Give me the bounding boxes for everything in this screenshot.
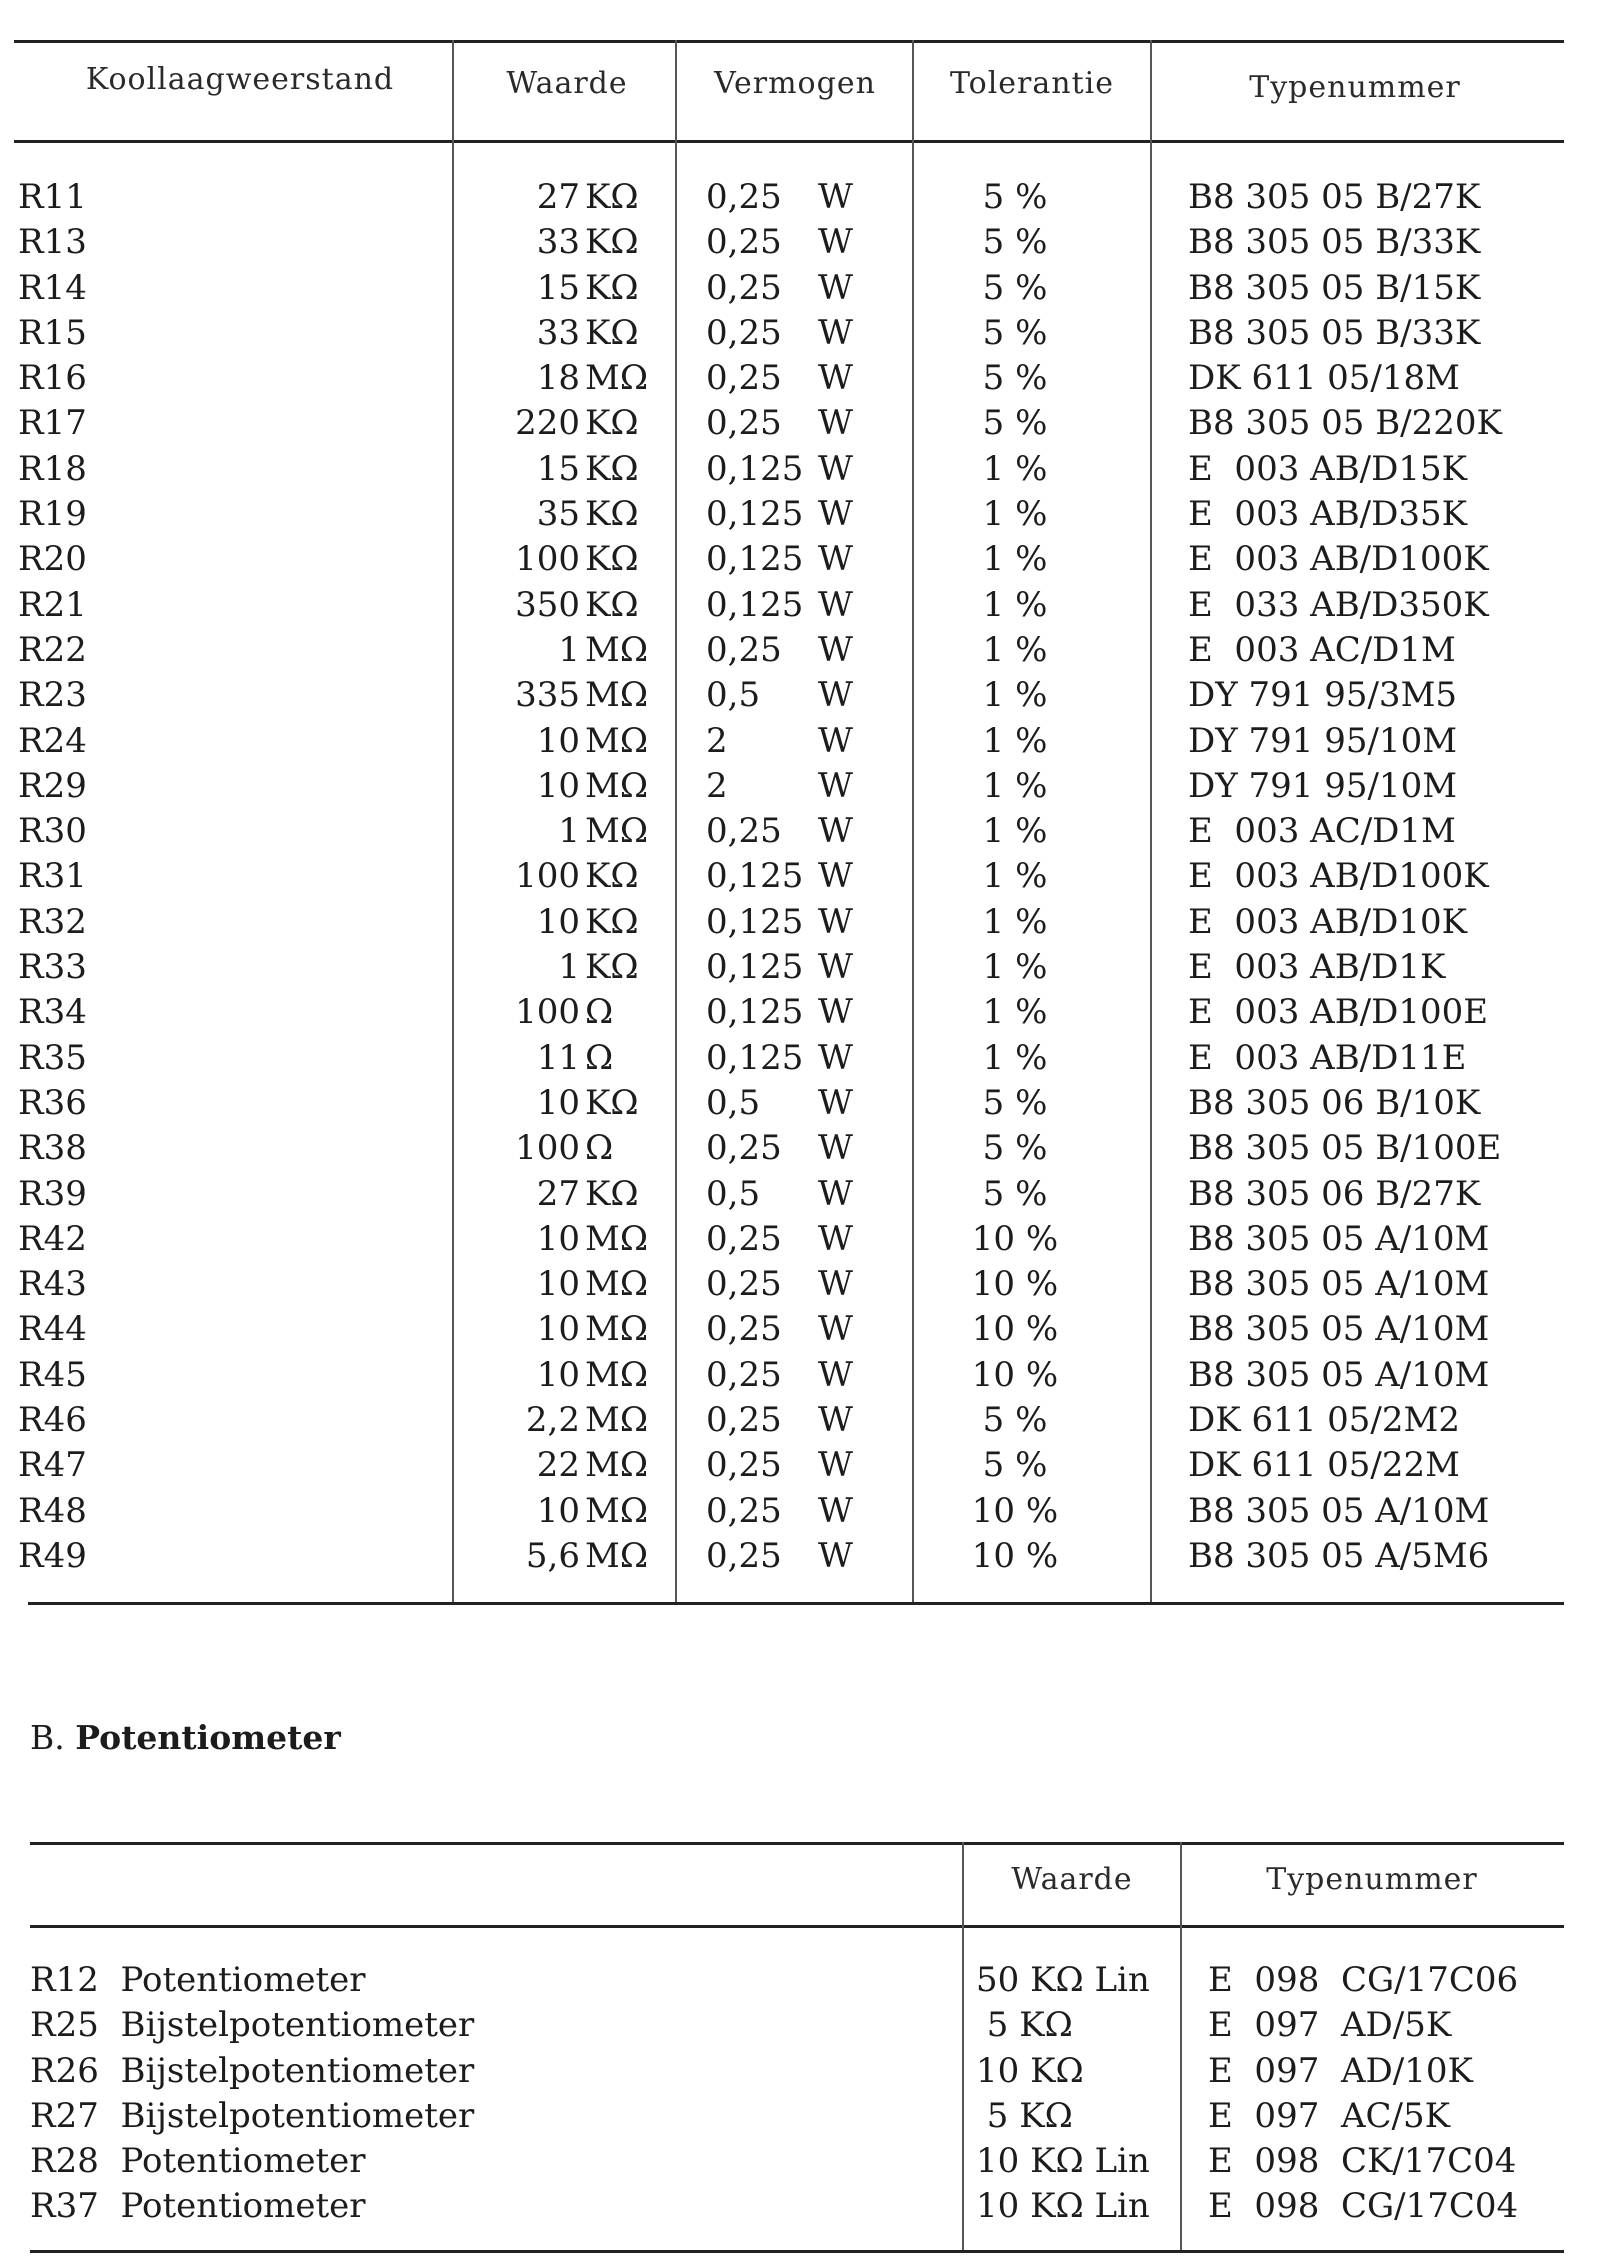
tolerance: 10 % [971, 1309, 1059, 1350]
potentiometer-value: 10 KΩ [976, 2050, 1084, 2091]
resistance-value: 100 [515, 1128, 580, 1169]
table-row [0, 719, 1600, 764]
resistor-id: R22 [18, 629, 87, 670]
resistance-value: 10 [536, 720, 580, 761]
resistance-unit: MΩ [585, 1309, 649, 1350]
resistance-unit: KΩ [585, 403, 639, 444]
resistance-unit: KΩ [585, 901, 639, 942]
type-number: E 098 CG/17C04 [1208, 2186, 1519, 2227]
type-number: DK 611 05/22M [1188, 1445, 1460, 1486]
table-row [0, 1958, 1600, 2003]
type-number: B8 305 05 B/220K [1188, 403, 1502, 444]
resistance-value: 33 [536, 312, 580, 353]
tolerance: 5 % [982, 1128, 1048, 1169]
resistance-value: 1 [558, 629, 580, 670]
power-value: 0,25 [706, 1309, 782, 1350]
resistor-id: R48 [18, 1490, 87, 1531]
power-unit: W [818, 1218, 853, 1259]
power-unit: W [818, 267, 853, 308]
type-number: B8 305 05 B/33K [1188, 312, 1481, 353]
power-value: 0,125 [706, 494, 804, 535]
resistance-value: 18 [536, 358, 580, 399]
resistance-unit: MΩ [585, 720, 649, 761]
resistance-value: 22 [536, 1445, 580, 1486]
resistor-id: R23 [18, 675, 87, 716]
resistance-unit: KΩ [585, 448, 639, 489]
resistor-id: R24 [18, 720, 87, 761]
resistor-id: R46 [18, 1400, 87, 1441]
resistance-unit: Ω [585, 1037, 614, 1078]
table-row [0, 1443, 1600, 1488]
tolerance: 1 % [982, 494, 1048, 535]
type-number: B8 305 05 A/10M [1188, 1490, 1490, 1531]
table-a-bottom-rule [28, 1602, 1564, 1605]
resistor-id: R19 [18, 494, 87, 535]
resistance-unit: MΩ [585, 675, 649, 716]
resistor-id: R35 [18, 1037, 87, 1078]
resistor-id: R29 [18, 765, 87, 806]
table-row [0, 1489, 1600, 1534]
table-b-header-waarde: Waarde [1011, 1862, 1133, 1897]
resistance-unit: KΩ [585, 856, 639, 897]
resistance-value: 15 [536, 448, 580, 489]
resistance-value: 15 [536, 267, 580, 308]
type-number: E 098 CK/17C04 [1208, 2141, 1517, 2182]
resistor-id: R47 [18, 1445, 87, 1486]
power-unit: W [818, 811, 853, 852]
resistor-id: R18 [18, 448, 87, 489]
potentiometer-name: R27 Bijstelpotentiometer [30, 2095, 475, 2136]
power-value: 0,125 [706, 947, 804, 988]
power-unit: W [818, 177, 853, 217]
tolerance: 1 % [982, 1037, 1048, 1078]
power-unit: W [818, 1173, 853, 1214]
type-number: E 097 AC/5K [1208, 2095, 1451, 2136]
table-row [0, 1036, 1600, 1081]
type-number: DY 791 95/10M [1188, 765, 1458, 806]
table-b-header-typenummer: Typenummer [1266, 1862, 1478, 1897]
table-row [0, 1353, 1600, 1398]
resistor-id: R16 [18, 358, 87, 399]
power-value: 0,125 [706, 1037, 804, 1078]
potentiometer-name: R25 Bijstelpotentiometer [30, 2005, 475, 2046]
table-row [0, 900, 1600, 945]
power-unit: W [818, 1037, 853, 1078]
resistance-unit: MΩ [585, 1490, 649, 1531]
power-value: 0,125 [706, 901, 804, 942]
resistance-unit: KΩ [585, 1082, 639, 1123]
power-unit: W [818, 1445, 853, 1486]
resistance-unit: KΩ [585, 312, 639, 353]
power-value: 2 [706, 720, 728, 761]
tolerance: 5 % [982, 1082, 1048, 1123]
power-value: 0,25 [706, 358, 782, 399]
tolerance: 1 % [982, 539, 1048, 580]
resistor-id: R38 [18, 1128, 87, 1169]
power-unit: W [818, 494, 853, 535]
table-row [0, 401, 1600, 446]
potentiometer-value: 10 KΩ Lin [976, 2141, 1150, 2182]
type-number: B8 305 05 B/27K [1188, 177, 1481, 217]
table-row [0, 583, 1600, 628]
tolerance: 1 % [982, 675, 1048, 716]
resistance-unit: MΩ [585, 358, 649, 399]
power-value: 0,125 [706, 539, 804, 580]
resistor-id: R34 [18, 992, 87, 1033]
type-number: E 097 AD/10K [1208, 2050, 1473, 2091]
resistance-value: 11 [536, 1037, 580, 1078]
table-row [0, 854, 1600, 899]
power-value: 0,25 [706, 1535, 782, 1576]
resistor-id: R43 [18, 1264, 87, 1305]
power-unit: W [818, 675, 853, 716]
table-row [0, 2094, 1600, 2139]
table-a-top-rule [14, 40, 1564, 43]
resistor-id: R31 [18, 856, 87, 897]
resistance-unit: MΩ [585, 1354, 649, 1395]
tolerance: 5 % [982, 312, 1048, 353]
table-b-header-rule [30, 1925, 1564, 1928]
table-b-top-rule [30, 1842, 1564, 1845]
resistance-unit: KΩ [585, 177, 639, 217]
table-row [0, 1081, 1600, 1126]
type-number: B8 305 05 B/100E [1188, 1128, 1502, 1169]
tolerance: 1 % [982, 856, 1048, 897]
tolerance: 5 % [982, 1400, 1048, 1441]
power-value: 0,125 [706, 448, 804, 489]
table-row [0, 1126, 1600, 1171]
table-row [0, 266, 1600, 311]
table-row [0, 1307, 1600, 1352]
resistor-id: R39 [18, 1173, 87, 1214]
tolerance: 10 % [971, 1218, 1059, 1259]
power-value: 0,125 [706, 992, 804, 1033]
resistance-unit: MΩ [585, 1445, 649, 1486]
type-number: DY 791 95/10M [1188, 720, 1458, 761]
table-row [0, 2049, 1600, 2094]
power-value: 0,25 [706, 1218, 782, 1259]
power-unit: W [818, 1535, 853, 1576]
resistor-id: R14 [18, 267, 87, 308]
tolerance: 10 % [971, 1490, 1059, 1531]
tolerance: 5 % [982, 267, 1048, 308]
type-number: E 003 AB/D100K [1188, 856, 1489, 897]
tolerance: 1 % [982, 992, 1048, 1033]
power-value: 0,25 [706, 1128, 782, 1169]
resistance-value: 35 [536, 494, 580, 535]
type-number: E 003 AC/D1M [1188, 629, 1456, 670]
table-row [0, 311, 1600, 356]
type-number: E 097 AD/5K [1208, 2005, 1452, 2046]
header-vermogen: Vermogen [714, 66, 876, 101]
resistor-id: R11 [18, 177, 87, 217]
type-number: E 033 AB/D350K [1188, 584, 1489, 625]
potentiometer-name: R12 Potentiometer [30, 1960, 366, 2000]
header-tolerantie: Tolerantie [949, 66, 1115, 101]
tolerance: 1 % [982, 448, 1048, 489]
potentiometer-name: R28 Potentiometer [30, 2141, 366, 2182]
table-a-body [0, 175, 1600, 1579]
resistance-unit: KΩ [585, 539, 639, 580]
type-number: E 003 AB/D11E [1188, 1037, 1467, 1078]
power-unit: W [818, 312, 853, 353]
resistance-value: 335 [515, 675, 580, 716]
type-number: E 003 AB/D10K [1188, 901, 1468, 942]
resistor-id: R21 [18, 584, 87, 625]
type-number: E 003 AB/D15K [1188, 448, 1468, 489]
tolerance: 10 % [971, 1264, 1059, 1305]
table-row [0, 220, 1600, 265]
power-value: 0,5 [706, 1082, 761, 1123]
power-value: 0,5 [706, 675, 761, 716]
tolerance: 5 % [982, 403, 1048, 444]
tolerance: 10 % [971, 1535, 1059, 1576]
table-row [0, 673, 1600, 718]
power-value: 0,125 [706, 584, 804, 625]
power-value: 0,25 [706, 1400, 782, 1441]
resistance-value: 100 [515, 992, 580, 1033]
type-number: E 098 CG/17C06 [1208, 1960, 1519, 2000]
power-unit: W [818, 992, 853, 1033]
resistance-unit: KΩ [585, 947, 639, 988]
type-number: B8 305 05 A/10M [1188, 1218, 1490, 1259]
table-row [0, 2003, 1600, 2048]
tolerance: 1 % [982, 947, 1048, 988]
type-number: B8 305 06 B/27K [1188, 1173, 1481, 1214]
resistor-id: R32 [18, 901, 87, 942]
power-value: 0,5 [706, 1173, 761, 1214]
table-b-bottom-rule [30, 2250, 1564, 2253]
resistor-id: R33 [18, 947, 87, 988]
section-b-title [30, 1718, 341, 1757]
table-row [0, 492, 1600, 537]
power-value: 2 [706, 765, 728, 806]
power-value: 0,25 [706, 1354, 782, 1395]
resistance-unit: KΩ [585, 267, 639, 308]
power-value: 0,125 [706, 856, 804, 897]
resistance-unit: KΩ [585, 1173, 639, 1214]
potentiometer-value: 5 KΩ [976, 2005, 1073, 2046]
tolerance: 1 % [982, 765, 1048, 806]
potentiometer-value: 5 KΩ [976, 2095, 1073, 2136]
type-number: DY 791 95/3M5 [1188, 675, 1458, 716]
table-row [0, 2184, 1600, 2229]
resistance-value: 220 [515, 403, 580, 444]
resistance-value: 100 [515, 539, 580, 580]
power-unit: W [818, 539, 853, 580]
potentiometer-value: 10 KΩ Lin [976, 2186, 1150, 2227]
power-unit: W [818, 947, 853, 988]
resistance-unit: KΩ [585, 584, 639, 625]
resistance-value: 10 [536, 1264, 580, 1305]
table-row [0, 1262, 1600, 1307]
resistance-value: 1 [558, 947, 580, 988]
power-value: 0,25 [706, 312, 782, 353]
resistance-value: 10 [536, 1309, 580, 1350]
power-unit: W [818, 1354, 853, 1395]
potentiometer-name: R26 Bijstelpotentiometer [30, 2050, 475, 2091]
type-number: B8 305 05 A/10M [1188, 1309, 1490, 1350]
power-unit: W [818, 765, 853, 806]
tolerance: 5 % [982, 1173, 1048, 1214]
power-value: 0,25 [706, 1490, 782, 1531]
power-unit: W [818, 1309, 853, 1350]
tolerance: 1 % [982, 720, 1048, 761]
resistance-unit: MΩ [585, 1218, 649, 1259]
power-value: 0,25 [706, 267, 782, 308]
table-row [0, 447, 1600, 492]
resistor-id: R49 [18, 1535, 87, 1576]
potentiometer-value: 50 KΩ Lin [976, 1960, 1150, 2000]
type-number: B8 305 06 B/10K [1188, 1082, 1481, 1123]
table-row [0, 1172, 1600, 1217]
resistor-id: R44 [18, 1309, 87, 1350]
potentiometer-name: R37 Potentiometer [30, 2186, 366, 2227]
resistance-value: 10 [536, 1218, 580, 1259]
resistance-value: 1 [558, 811, 580, 852]
tolerance: 1 % [982, 811, 1048, 852]
power-unit: W [818, 358, 853, 399]
power-value: 0,25 [706, 629, 782, 670]
resistance-value: 2,2 [525, 1400, 580, 1441]
type-number: B8 305 05 A/10M [1188, 1354, 1490, 1395]
resistance-value: 100 [515, 856, 580, 897]
resistor-id: R30 [18, 811, 87, 852]
resistance-unit: Ω [585, 992, 614, 1033]
resistance-value: 5,6 [525, 1535, 580, 1576]
resistance-unit: KΩ [585, 222, 639, 263]
table-row [0, 537, 1600, 582]
tolerance: 1 % [982, 901, 1048, 942]
resistance-value: 27 [536, 177, 580, 217]
type-number: B8 305 05 B/33K [1188, 222, 1481, 263]
resistance-value: 10 [536, 1490, 580, 1531]
resistance-value: 10 [536, 765, 580, 806]
header-waarde: Waarde [506, 66, 628, 101]
power-unit: W [818, 1490, 853, 1531]
tolerance: 10 % [971, 1354, 1059, 1395]
resistance-value: 33 [536, 222, 580, 263]
resistance-value: 350 [515, 584, 580, 625]
type-number: E 003 AB/D1K [1188, 947, 1446, 988]
type-number: E 003 AB/D100K [1188, 539, 1489, 580]
resistance-value: 10 [536, 1354, 580, 1395]
table-row [0, 1534, 1600, 1579]
tolerance: 5 % [982, 177, 1048, 217]
resistor-id: R20 [18, 539, 87, 580]
resistance-unit: MΩ [585, 1264, 649, 1305]
resistor-id: R42 [18, 1218, 87, 1259]
type-number: DK 611 05/2M2 [1188, 1400, 1460, 1441]
header-typenummer: Typenummer [1249, 70, 1461, 105]
table-row [0, 2139, 1600, 2184]
tolerance: 5 % [982, 358, 1048, 399]
table-row [0, 990, 1600, 1035]
power-value: 0,25 [706, 403, 782, 444]
resistance-unit: Ω [585, 1128, 614, 1169]
resistance-value: 27 [536, 1173, 580, 1214]
power-unit: W [818, 222, 853, 263]
table-row [0, 945, 1600, 990]
section-b-prefix: B. [30, 1718, 65, 1757]
power-unit: W [818, 584, 853, 625]
type-number: B8 305 05 B/15K [1188, 267, 1481, 308]
type-number: B8 305 05 A/5M6 [1188, 1535, 1490, 1576]
resistor-id: R17 [18, 403, 87, 444]
type-number: E 003 AB/D35K [1188, 494, 1468, 535]
power-value: 0,25 [706, 1445, 782, 1486]
power-unit: W [818, 856, 853, 897]
power-unit: W [818, 403, 853, 444]
resistance-unit: MΩ [585, 1400, 649, 1441]
resistor-id: R15 [18, 312, 87, 353]
power-unit: W [818, 448, 853, 489]
header-koollaagweerstand: Koollaagweerstand [85, 62, 395, 97]
resistor-id: R13 [18, 222, 87, 263]
table-row [0, 356, 1600, 401]
type-number: E 003 AB/D100E [1188, 992, 1489, 1033]
table-a-header-rule [14, 140, 1564, 143]
resistance-unit: MΩ [585, 629, 649, 670]
power-unit: W [818, 720, 853, 761]
resistance-value: 10 [536, 901, 580, 942]
type-number: E 003 AC/D1M [1188, 811, 1456, 852]
table-row [0, 175, 1600, 220]
power-value: 0,25 [706, 1264, 782, 1305]
resistance-unit: KΩ [585, 494, 639, 535]
type-number: B8 305 05 A/10M [1188, 1264, 1490, 1305]
power-value: 0,25 [706, 177, 782, 217]
power-unit: W [818, 629, 853, 670]
tolerance: 5 % [982, 222, 1048, 263]
resistance-unit: MΩ [585, 1535, 649, 1576]
power-unit: W [818, 1400, 853, 1441]
table-row [0, 1217, 1600, 1262]
table-row [0, 628, 1600, 673]
table-row [0, 809, 1600, 854]
power-unit: W [818, 901, 853, 942]
tolerance: 1 % [982, 584, 1048, 625]
resistor-id: R45 [18, 1354, 87, 1395]
resistance-value: 10 [536, 1082, 580, 1123]
power-unit: W [818, 1082, 853, 1123]
table-b-body [0, 1958, 1600, 2230]
power-value: 0,25 [706, 811, 782, 852]
section-b-heading: Potentiometer [75, 1718, 341, 1757]
tolerance: 1 % [982, 629, 1048, 670]
resistor-id: R36 [18, 1082, 87, 1123]
table-row [0, 1398, 1600, 1443]
resistance-unit: MΩ [585, 765, 649, 806]
power-unit: W [818, 1128, 853, 1169]
tolerance: 5 % [982, 1445, 1048, 1486]
power-unit: W [818, 1264, 853, 1305]
resistance-unit: MΩ [585, 811, 649, 852]
table-row [0, 764, 1600, 809]
power-value: 0,25 [706, 222, 782, 263]
type-number: DK 611 05/18M [1188, 358, 1460, 399]
